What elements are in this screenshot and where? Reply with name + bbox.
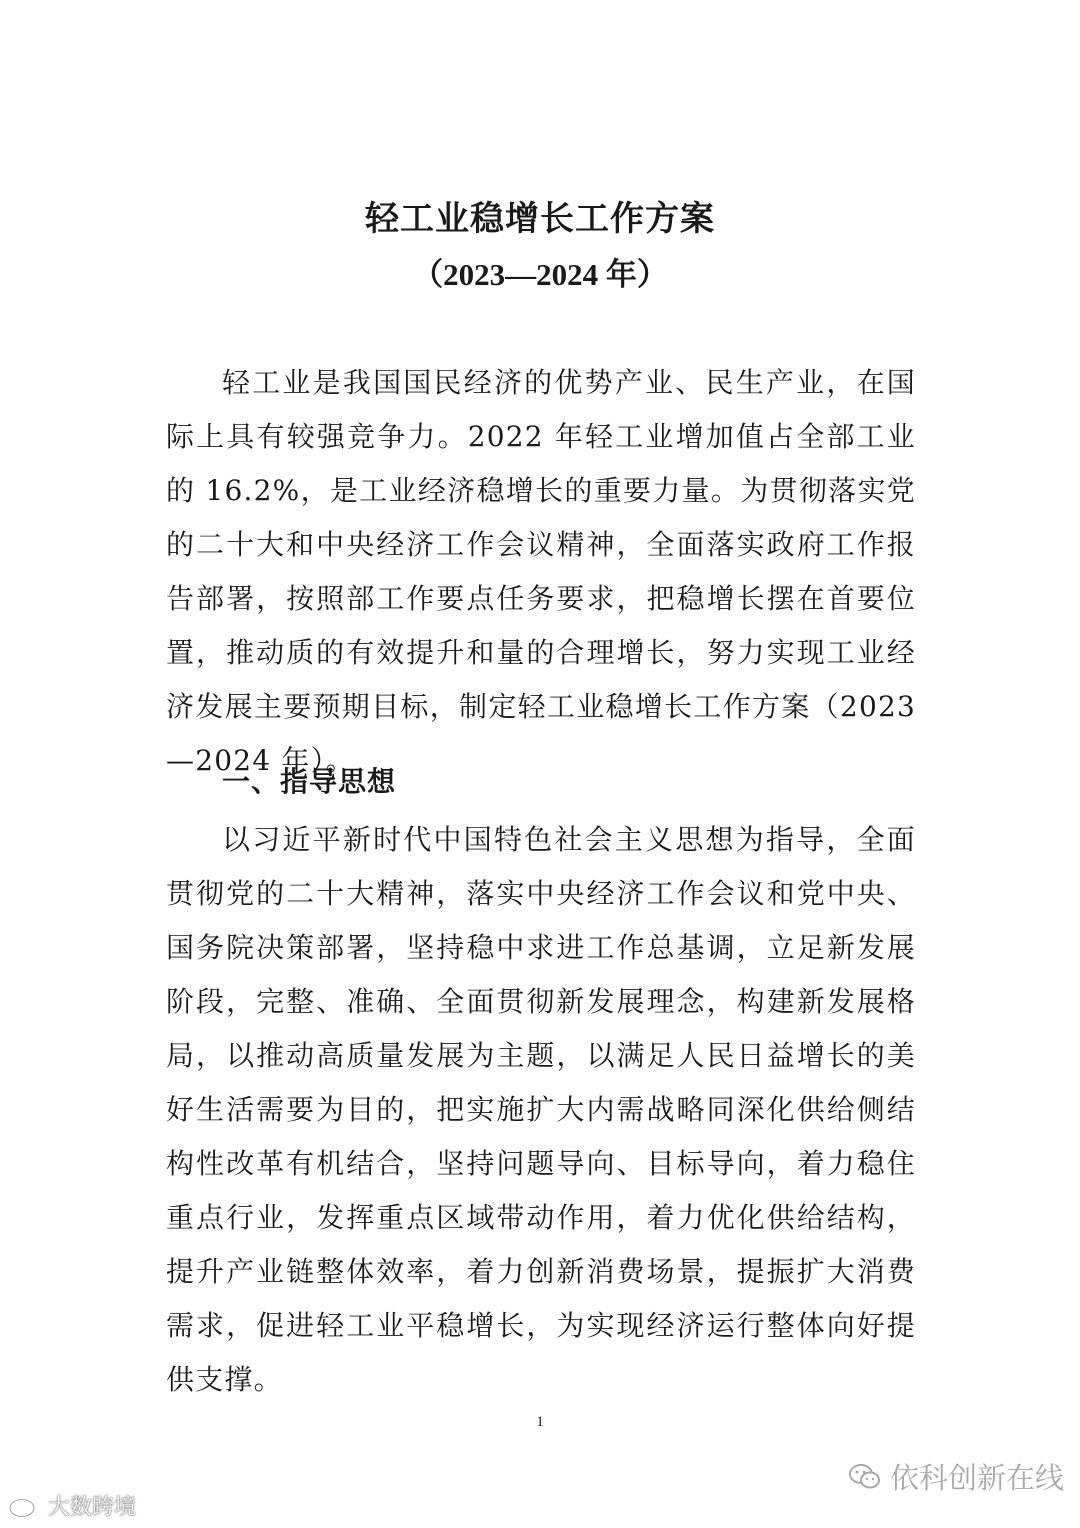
intro-paragraph: 轻工业是我国国民经济的优势产业、民生产业，在国际上具有较强竞争力。2022 年轻工业增加值占全部工业的 16.2%，是工业经济稳增长的重要力量。为贯彻落实党的二十大和中央经济工作会议精神，全面落实政府工作报告部署，按照部工作要点任务要求，把稳增长摆在首要位置，推动质的有效提升和量的合理增长，努力实现工业经济发展主要预期目标，制定轻工业稳增长工作方案（2023—2024 年）。 <box>166 366 916 777</box>
watermark-weibo <box>8 1490 136 1521</box>
document-subtitle: （2023—2024 年） <box>412 257 668 292</box>
section-heading: 一、指导思想 <box>222 765 397 798</box>
watermark-wechat <box>848 1456 1064 1497</box>
wechat-icon <box>848 1462 882 1492</box>
watermark-wechat-text: 依科创新在线 <box>890 1461 1065 1495</box>
page-number: 1 <box>536 1414 544 1430</box>
watermark-weibo-text: 大数跨境 <box>48 1495 137 1520</box>
section-paragraph: 以习近平新时代中国特色社会主义思想为指导，全面贯彻党的二十大精神，落实中央经济工作会议和党中央、国务院决策部署，坚持稳中求进工作总基调，立足新发展阶段，完整、准确、全面贯彻新发展理念，构建新发展格局，以推动高质量发展为主题，以满足人民日益增长的美好生活需要为目的，把实施扩大内需战略同深化供给侧结构性改革有机结合，坚持问题导向、目标导向，着力稳住重点行业，发挥重点区域带动作用，着力优化供给结构，提升产业链整体效率，着力创新消费场景，提振扩大消费需求，促进轻工业平稳增长，为实现经济运行整体向好提供支撑。 <box>166 823 916 1396</box>
document-title: 轻工业稳增长工作方案 <box>365 199 715 239</box>
weibo-icon <box>8 1493 42 1519</box>
